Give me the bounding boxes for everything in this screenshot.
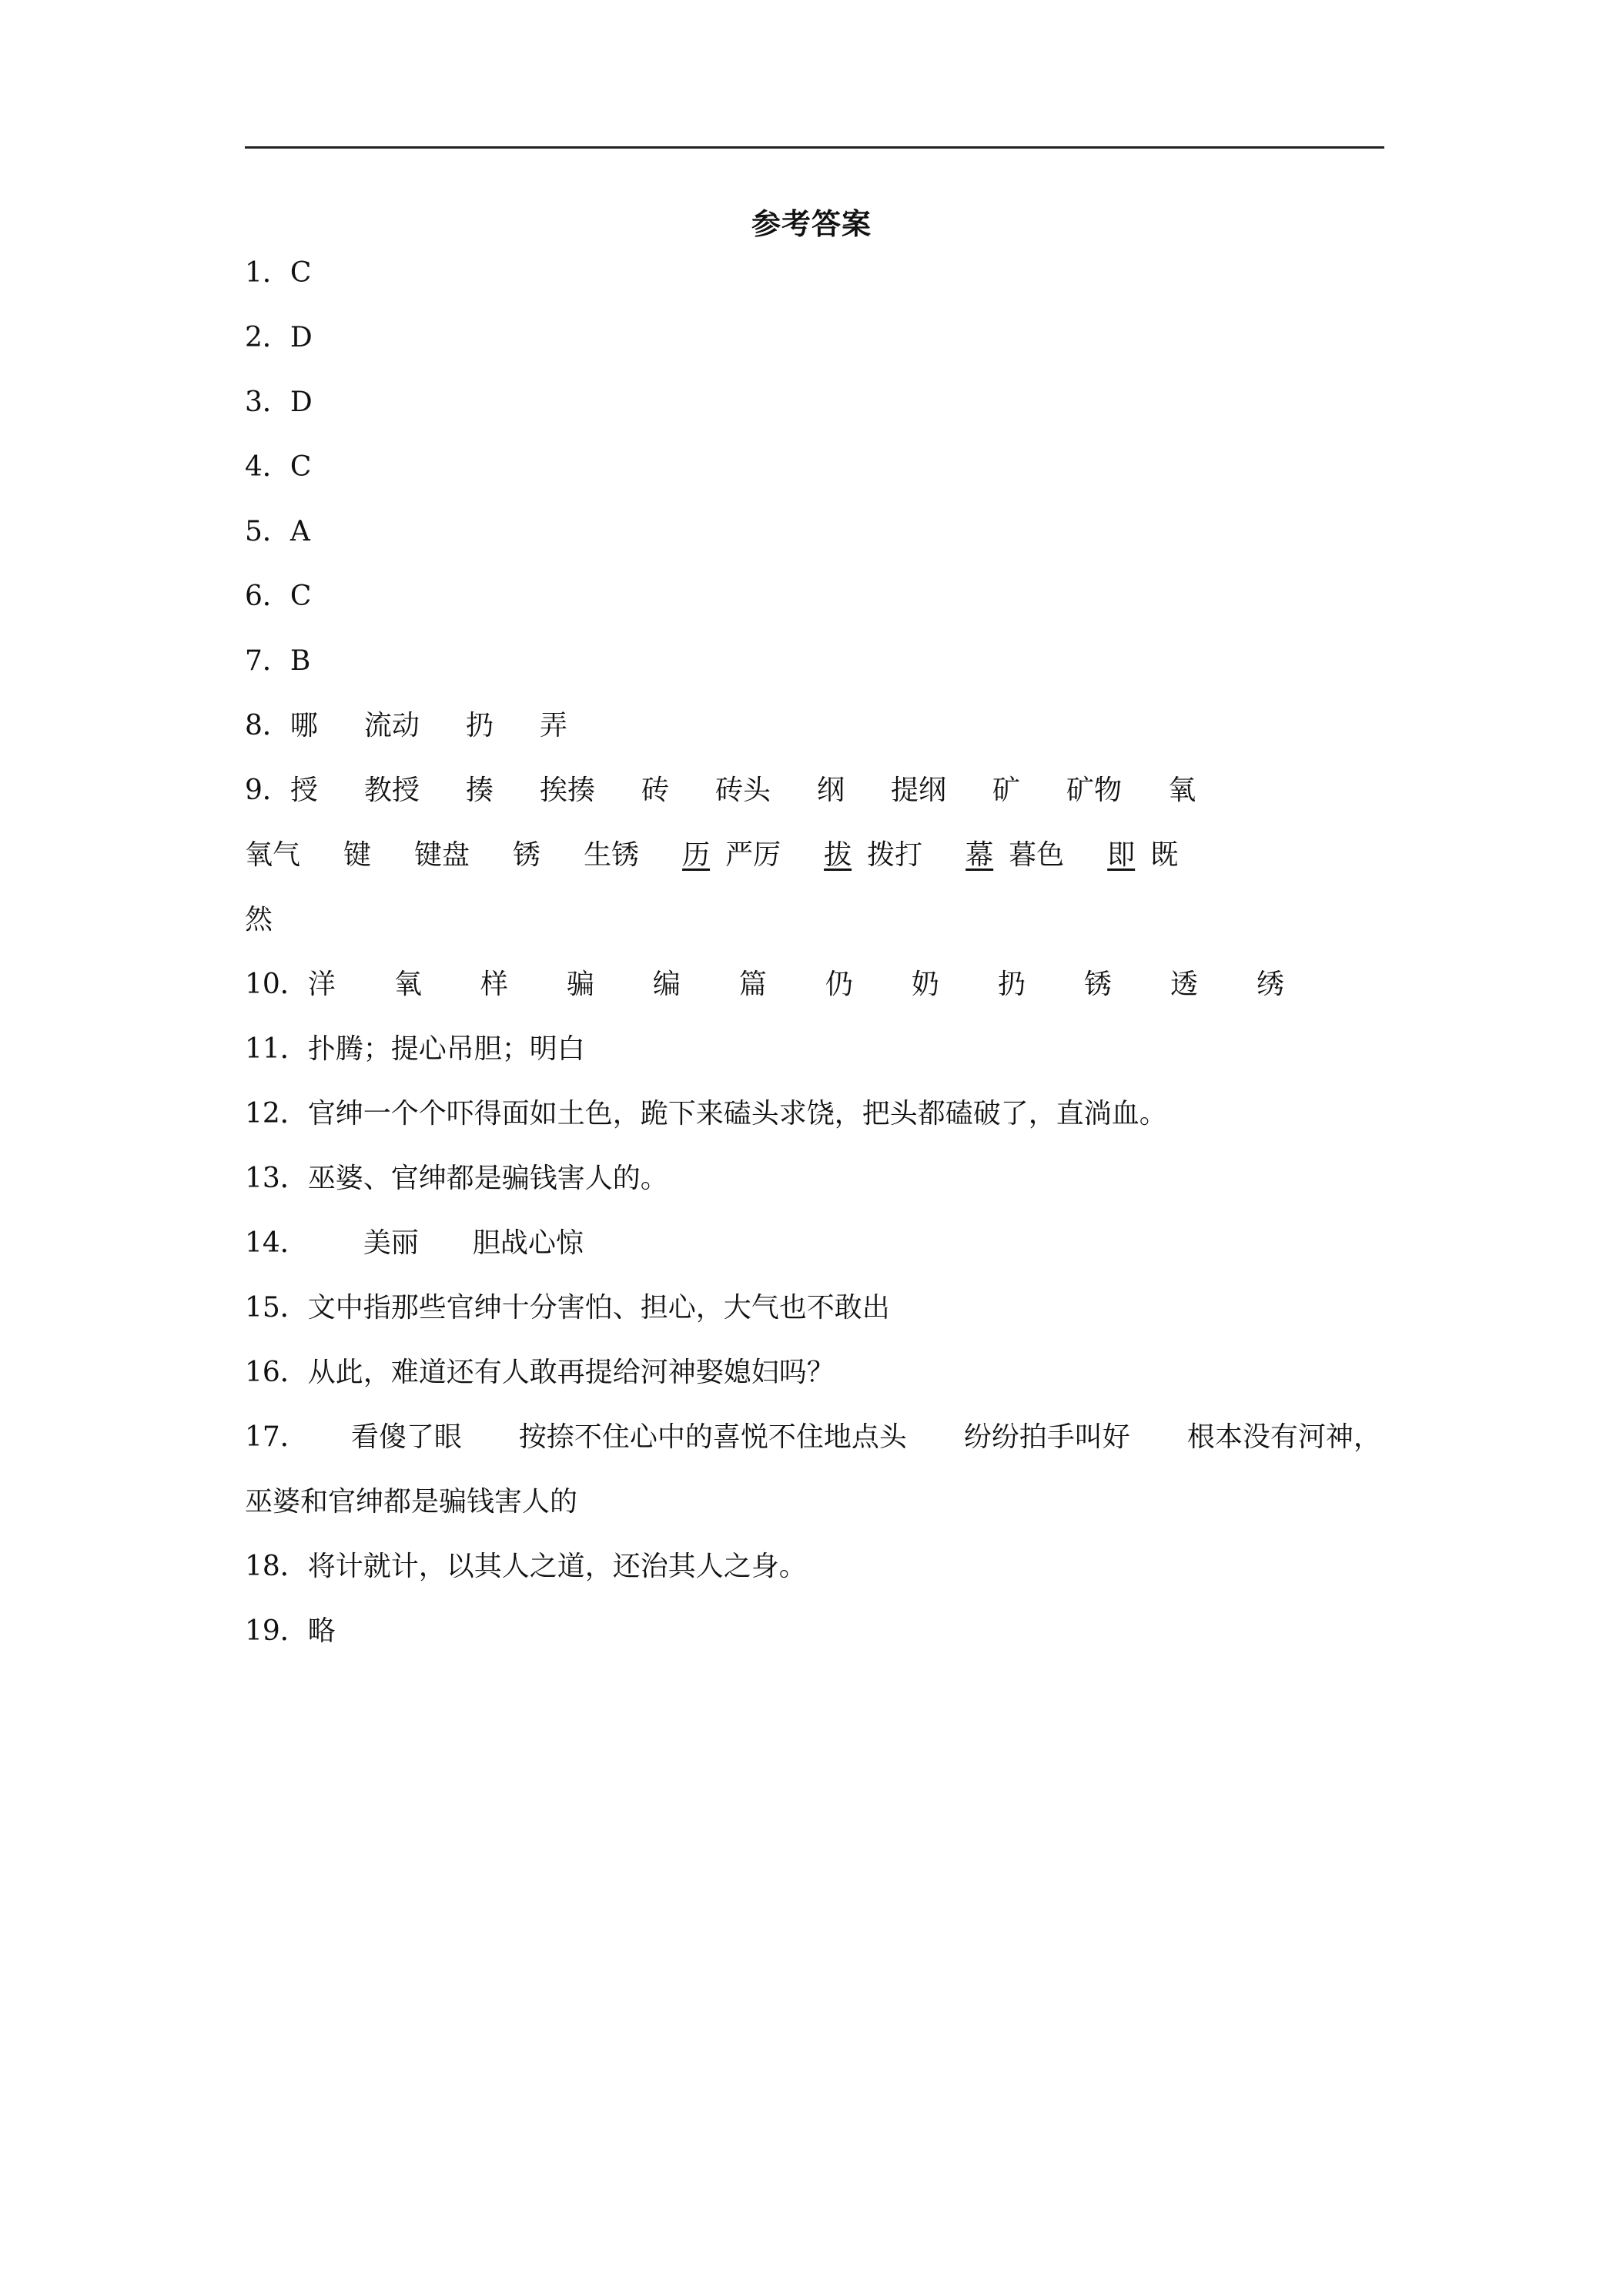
answer-9-line-2	[245, 836, 1178, 875]
answer-word: 挨揍	[539, 775, 595, 806]
answer-number: 8．	[245, 710, 290, 741]
answer-number: 14．	[245, 1227, 308, 1259]
answer-number: 9．	[245, 775, 290, 806]
answer-word: 扔	[465, 710, 494, 741]
answer-16: 16．从此，难道还有人敢再提给河神娶媳妇吗？	[245, 1357, 835, 1388]
answer-word: 教授	[363, 775, 420, 806]
answer-12: 12．官绅一个个吓得面如土色，跪下来磕头求饶，把头都磕破了，直淌血。	[245, 1098, 1167, 1130]
answer-word: 洋	[307, 969, 336, 1000]
answer-word: 绣	[1256, 969, 1284, 1000]
answer-5: 5．A	[245, 516, 310, 547]
answer-2: 2．D	[245, 322, 313, 353]
answer-number: 10．	[245, 969, 308, 1000]
answer-word: 授	[289, 775, 318, 806]
answer-word: 提纲	[891, 775, 947, 806]
answer-8	[245, 707, 567, 745]
answer-word: 哪	[289, 710, 318, 741]
answer-word: 看傻了眼	[350, 1421, 462, 1453]
answer-18: 18．将计就计，以其人之道，还治其人之身。	[245, 1551, 807, 1582]
answer-17-line-1	[245, 1418, 1381, 1457]
answer-word: 氧气	[245, 839, 301, 871]
answer-9-line-3: 然	[245, 904, 273, 935]
answer-word: 流动	[363, 710, 420, 741]
answer-word: 既	[1150, 839, 1179, 871]
answer-17-line-2: 巫婆和官绅都是骗钱害人的	[245, 1486, 578, 1518]
answer-7: 7．B	[245, 645, 311, 677]
answer-word: 生锈	[584, 839, 640, 871]
answer-word: 纷纷拍手叫好	[963, 1421, 1130, 1453]
answer-word: 键	[343, 839, 372, 871]
answer-word: 扔	[997, 969, 1026, 1000]
answer-word: 揍	[465, 775, 494, 806]
answer-word: 根本没有河神，	[1186, 1421, 1381, 1453]
answer-word: 矿物	[1066, 775, 1123, 806]
underlined-char: 历	[682, 839, 711, 871]
answer-word: 键盘	[414, 839, 470, 871]
answer-word: 严厉	[725, 839, 781, 871]
answer-number: 17．	[245, 1421, 308, 1453]
answer-4: 4．C	[245, 451, 312, 483]
underlined-char: 即	[1107, 839, 1136, 871]
answer-word: 砖	[641, 775, 669, 806]
answer-word: 仍	[825, 969, 853, 1000]
answer-1: 1．C	[245, 257, 312, 289]
answer-19: 19．略	[245, 1615, 336, 1647]
answer-word: 篇	[738, 969, 767, 1000]
answer-word: 弄	[539, 710, 567, 741]
answer-word: 胆战心惊	[472, 1227, 584, 1259]
answer-word: 矿	[992, 775, 1021, 806]
underlined-char: 幕	[965, 839, 994, 871]
answer-word: 拨打	[867, 839, 923, 871]
answer-9-line-1	[245, 771, 1196, 810]
answer-11: 11．扑腾；提心吊胆；明白	[245, 1033, 585, 1065]
answer-word: 骗	[566, 969, 594, 1000]
underlined-char: 拔	[824, 839, 852, 871]
answer-13: 13．巫婆、官绅都是骗钱害人的。	[245, 1163, 668, 1194]
answer-word: 暮色	[1009, 839, 1065, 871]
answer-word: 美丽	[363, 1227, 419, 1259]
answer-15: 15．文中指那些官绅十分害怕、担心，大气也不敢出	[245, 1292, 890, 1324]
answer-word: 氧	[1168, 775, 1196, 806]
page-title: 参考答案	[751, 206, 872, 241]
answer-word: 按捺不住心中的喜悦不住地点头	[518, 1421, 907, 1453]
answer-14	[245, 1224, 584, 1263]
answer-word: 砖头	[714, 775, 771, 806]
answer-10	[245, 966, 1284, 1004]
answer-word: 锈	[1083, 969, 1112, 1000]
answer-6: 6．C	[245, 581, 312, 612]
answer-3: 3．D	[245, 387, 313, 418]
header-rule	[245, 146, 1384, 149]
answer-word: 透	[1170, 969, 1198, 1000]
answer-word: 样	[480, 969, 508, 1000]
answer-word: 纲	[817, 775, 845, 806]
answer-word: 锈	[513, 839, 541, 871]
answer-word: 编	[652, 969, 681, 1000]
answer-word: 氧	[393, 969, 422, 1000]
answer-word: 奶	[911, 969, 939, 1000]
